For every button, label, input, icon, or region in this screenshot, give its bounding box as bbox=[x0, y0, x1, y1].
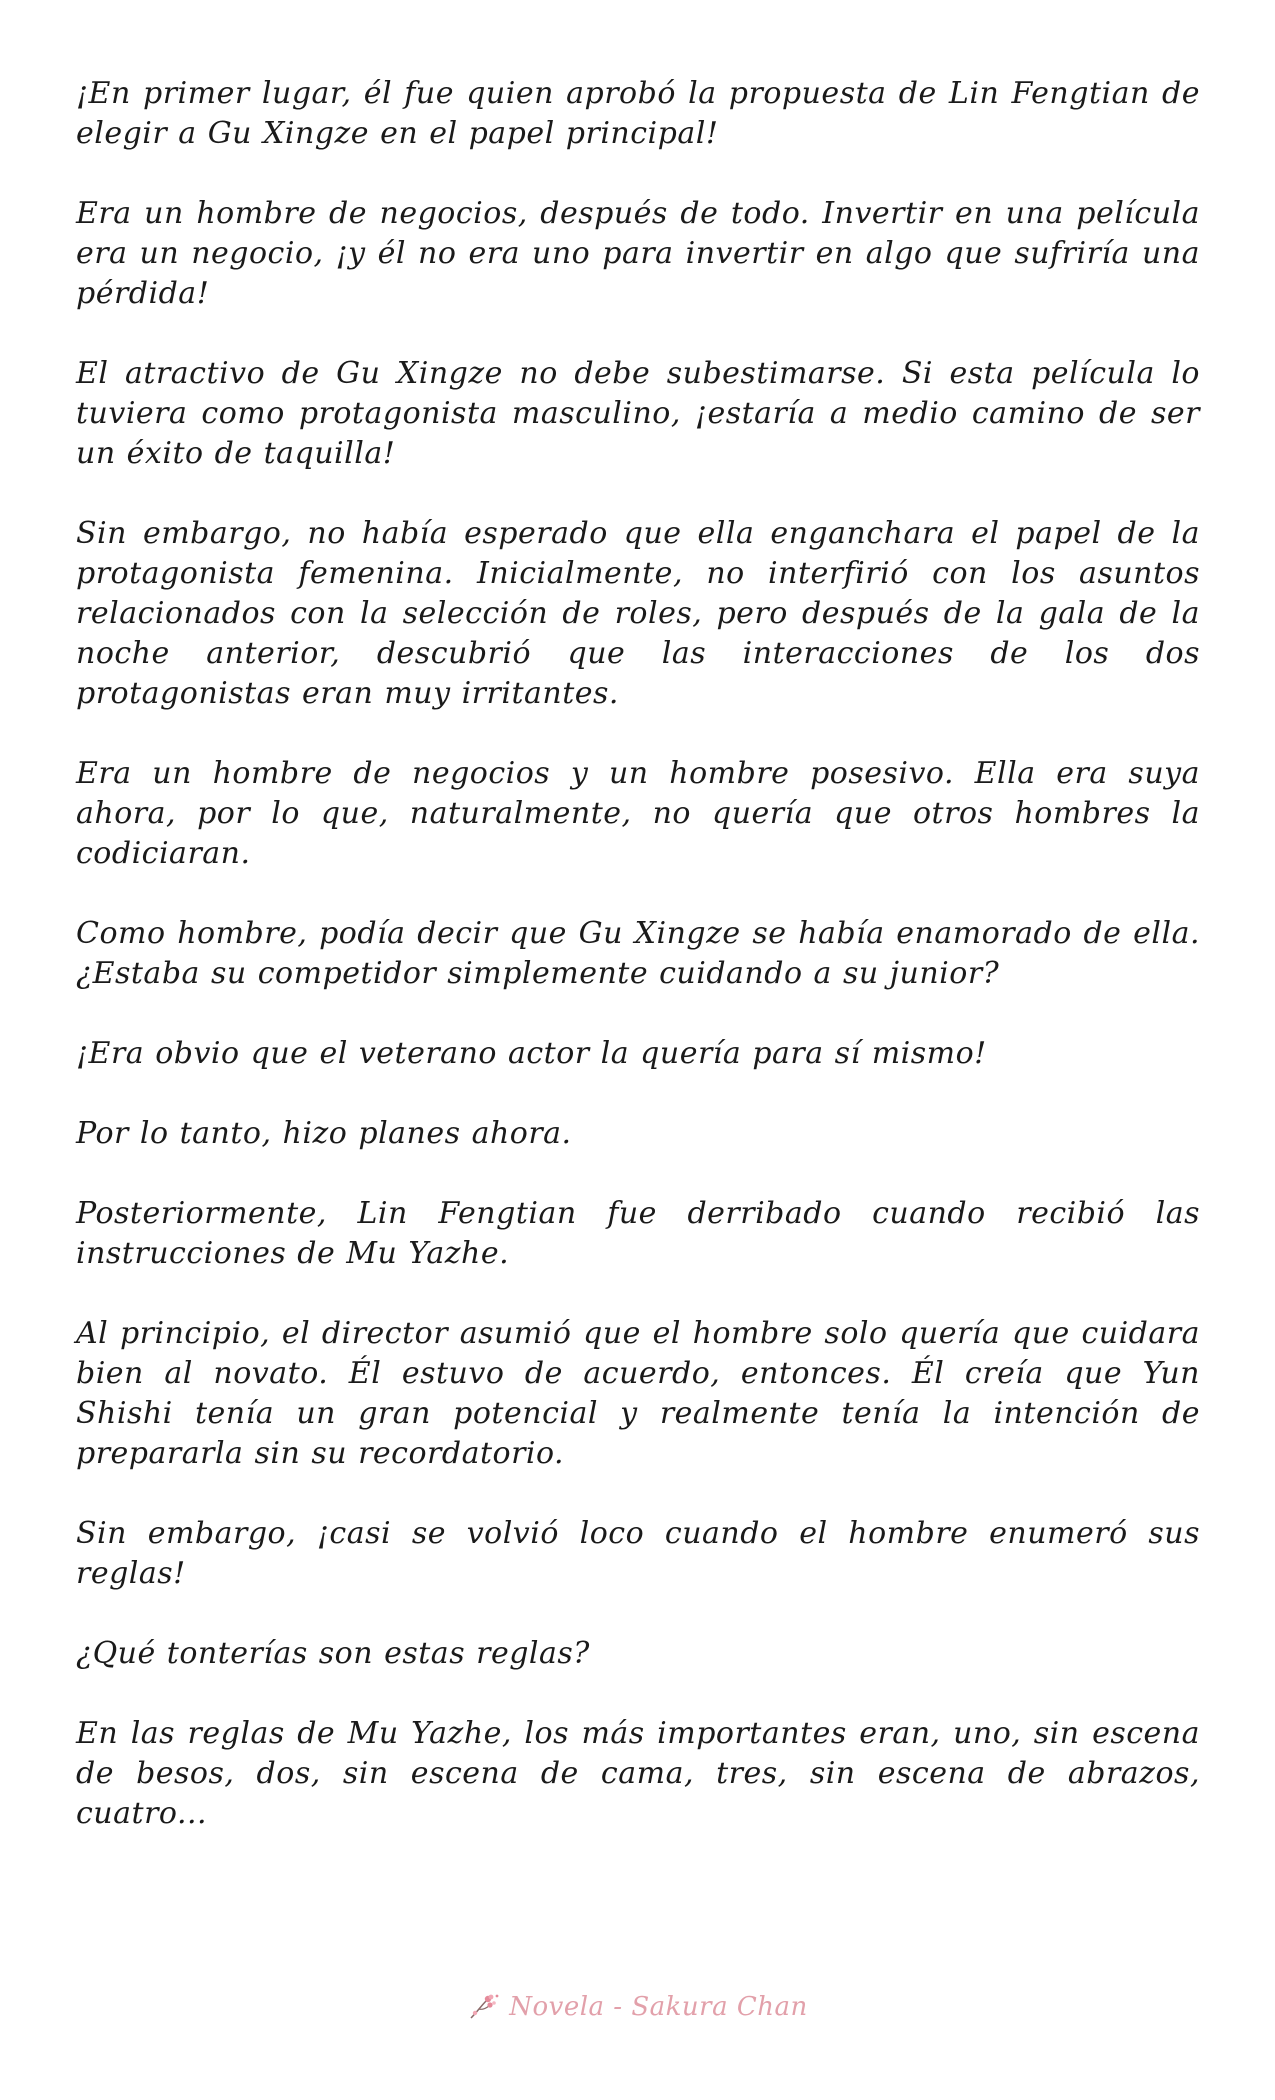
watermark-footer bbox=[0, 1992, 1275, 2022]
paragraph: Como hombre, podía decir que Gu Xingze se había enamorado de ella. ¿Estaba su competidor simplemente cuidando a su junior? bbox=[76, 916, 1200, 991]
document-body bbox=[76, 74, 1200, 1874]
paragraph: Sin embargo, no había esperado que ella enganchara el papel de la protagonista femenina. Inicialmente, no interfirió con los asuntos relacionados con la selección de roles, pero después de la gala de la noche anterior, descubrió que las interacciones de los dos protagonistas eran muy irritantes. bbox=[76, 516, 1200, 711]
paragraph: ¡Era obvio que el veterano actor la quería para sí mismo! bbox=[76, 1036, 987, 1071]
paragraph: Posteriormente, Lin Fengtian fue derribado cuando recibió las instrucciones de Mu Yazhe. bbox=[76, 1196, 1200, 1271]
paragraph: Era un hombre de negocios, después de todo. Invertir en una película era un negocio, ¡y él no era uno para invertir en algo que sufriría una pérdida! bbox=[76, 196, 1200, 311]
paragraph: ¿Qué tonterías son estas reglas? bbox=[76, 1636, 590, 1671]
paragraph: Por lo tanto, hizo planes ahora. bbox=[76, 1116, 572, 1151]
paragraph: ¡En primer lugar, él fue quien aprobó la propuesta de Lin Fengtian de elegir a Gu Xingze en el papel principal! bbox=[76, 76, 1200, 151]
paragraph: Era un hombre de negocios y un hombre posesivo. Ella era suya ahora, por lo que, naturalmente, no quería que otros hombres la codiciaran. bbox=[76, 756, 1200, 871]
watermark-text: Novela - Sakura Chan bbox=[509, 1992, 808, 2022]
paragraph: Sin embargo, ¡casi se volvió loco cuando el hombre enumeró sus reglas! bbox=[76, 1516, 1200, 1591]
cherry-blossom-icon bbox=[467, 1992, 501, 2022]
paragraph: Al principio, el director asumió que el hombre solo quería que cuidara bien al novato. Él estuvo de acuerdo, entonces. Él creía que Yun Shishi tenía un gran potencial y realmente tenía la intención de prepararla sin su recordatorio. bbox=[76, 1316, 1200, 1471]
paragraph: En las reglas de Mu Yazhe, los más importantes eran, uno, sin escena de besos, dos, sin escena de cama, tres, sin escena de abrazos, cuatro... bbox=[76, 1716, 1200, 1831]
paragraph: El atractivo de Gu Xingze no debe subestimarse. Si esta película lo tuviera como protagonista masculino, ¡estaría a medio camino de ser un éxito de taquilla! bbox=[76, 356, 1200, 471]
